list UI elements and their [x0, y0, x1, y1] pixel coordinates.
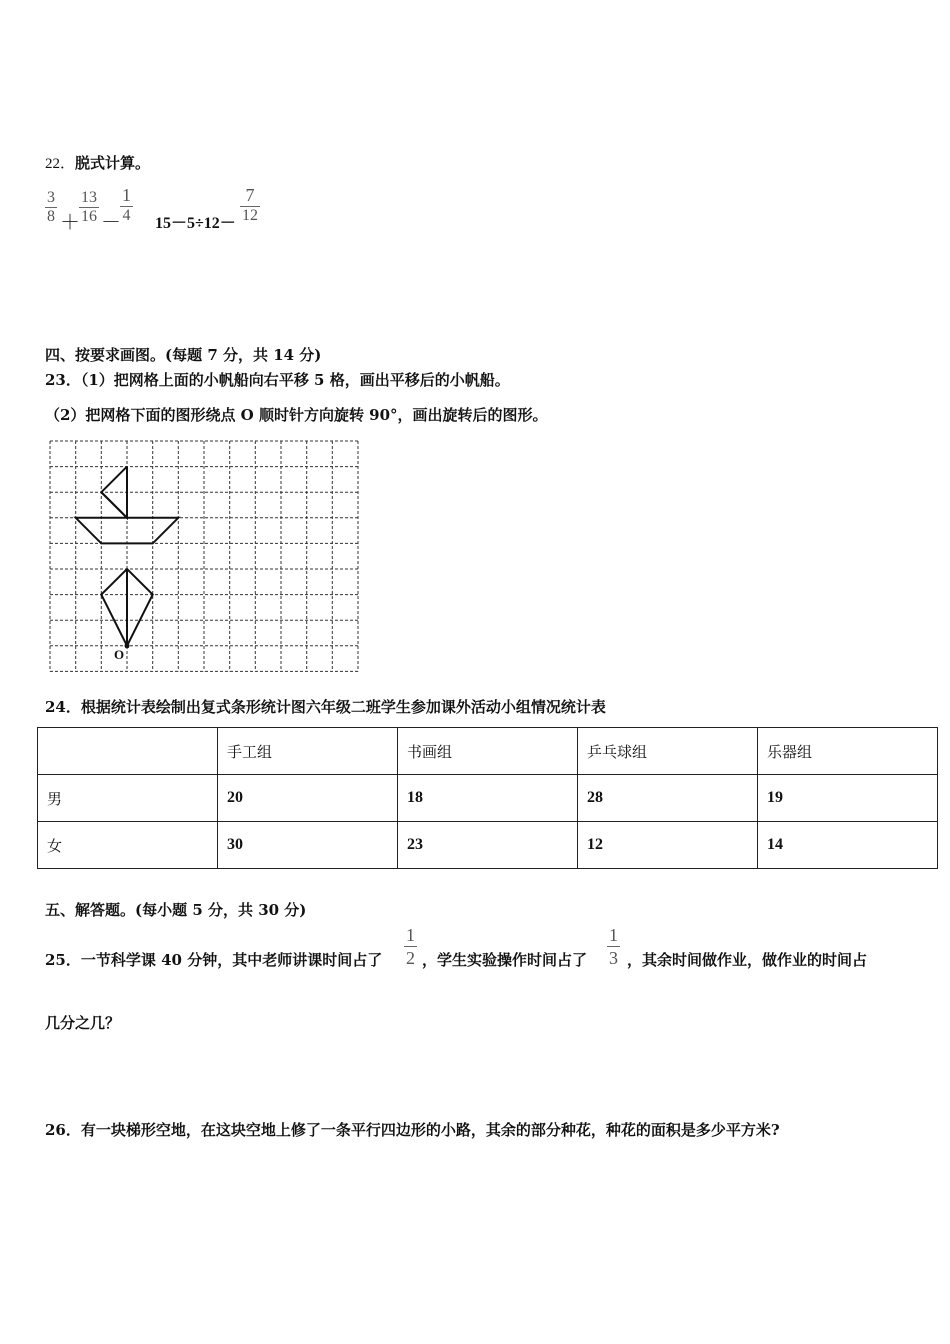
table-header-cell: 乒乓球组: [578, 728, 758, 775]
drawing-grid: [48, 438, 362, 676]
table-header-cell: 书画组: [398, 728, 578, 775]
q25-part3: ，其余时间做作业，做作业的时间占: [627, 951, 868, 969]
q26-text: 26．有一块梯形空地，在这块空地上修了一条平行四边形的小路，其余的部分种花，种花的面积是多少平方米?: [45, 1121, 780, 1139]
q23-line2: （2）把网格下面的图形绕点 O 顺时针方向旋转 90°，画出旋转后的图形。: [45, 406, 548, 424]
stats-table: [37, 727, 938, 869]
fraction-1-2: $\frac{1}{2}$: [406, 925, 415, 968]
table-row: [38, 822, 938, 869]
table-cell: 18: [398, 775, 578, 822]
fraction-3-8: $\frac{3}{8}$: [47, 189, 55, 225]
plus-operator: ＋: [60, 210, 80, 234]
table-header-cell: [38, 728, 218, 775]
table-cell: 12: [578, 822, 758, 869]
table-cell: 19: [758, 775, 938, 822]
table-header-cell: 手工组: [218, 728, 398, 775]
q25-part1: 25．一节科学课 40 分钟，其中老师讲课时间占了: [45, 951, 383, 969]
table-row-label: 男: [38, 775, 218, 822]
section5-heading: 五、解答题。(每小题 5 分，共 30 分): [45, 901, 307, 919]
table-header-cell: 乐器组: [758, 728, 938, 775]
fraction-1-3: $\frac{1}{3}$: [609, 925, 618, 968]
minus-operator: －: [101, 210, 121, 234]
table-row: [38, 775, 938, 822]
point-o-marker: [125, 643, 130, 648]
fraction-1-4: $\frac{1}{4}$: [122, 185, 131, 224]
section4-heading: 四、按要求画图。(每题 7 分，共 14 分): [45, 346, 322, 364]
kite-figure: [101, 569, 152, 646]
table-cell: 28: [578, 775, 758, 822]
fraction-7-12: $\frac{7}{12}$: [242, 185, 258, 224]
q24-title: 24．根据统计表绘制出复式条形统计图六年级二班学生参加课外活动小组情况统计表: [45, 698, 606, 716]
q22-number: 22．: [45, 156, 76, 172]
q25-line2: 几分之几？: [45, 1014, 121, 1032]
fraction-13-16: $\frac{13}{16}$: [81, 189, 97, 225]
q22-heading: [45, 152, 150, 173]
table-cell: 20: [218, 775, 398, 822]
table-cell: 30: [218, 822, 398, 869]
grid-lines: [50, 441, 358, 671]
table-header-row: [38, 728, 938, 775]
table-cell: 23: [398, 822, 578, 869]
q23-line1: 23．（1）把网格上面的小帆船向右平移 5 格，画出平移后的小帆船。: [45, 371, 510, 389]
point-o-label: O: [114, 647, 125, 662]
table-cell: 14: [758, 822, 938, 869]
q25-part2: ，学生实验操作时间占了: [422, 951, 588, 969]
q22-title: 脱式计算。: [75, 154, 151, 172]
expr2-text: 15－5÷12－: [155, 215, 236, 232]
table-row-label: 女: [38, 822, 218, 869]
